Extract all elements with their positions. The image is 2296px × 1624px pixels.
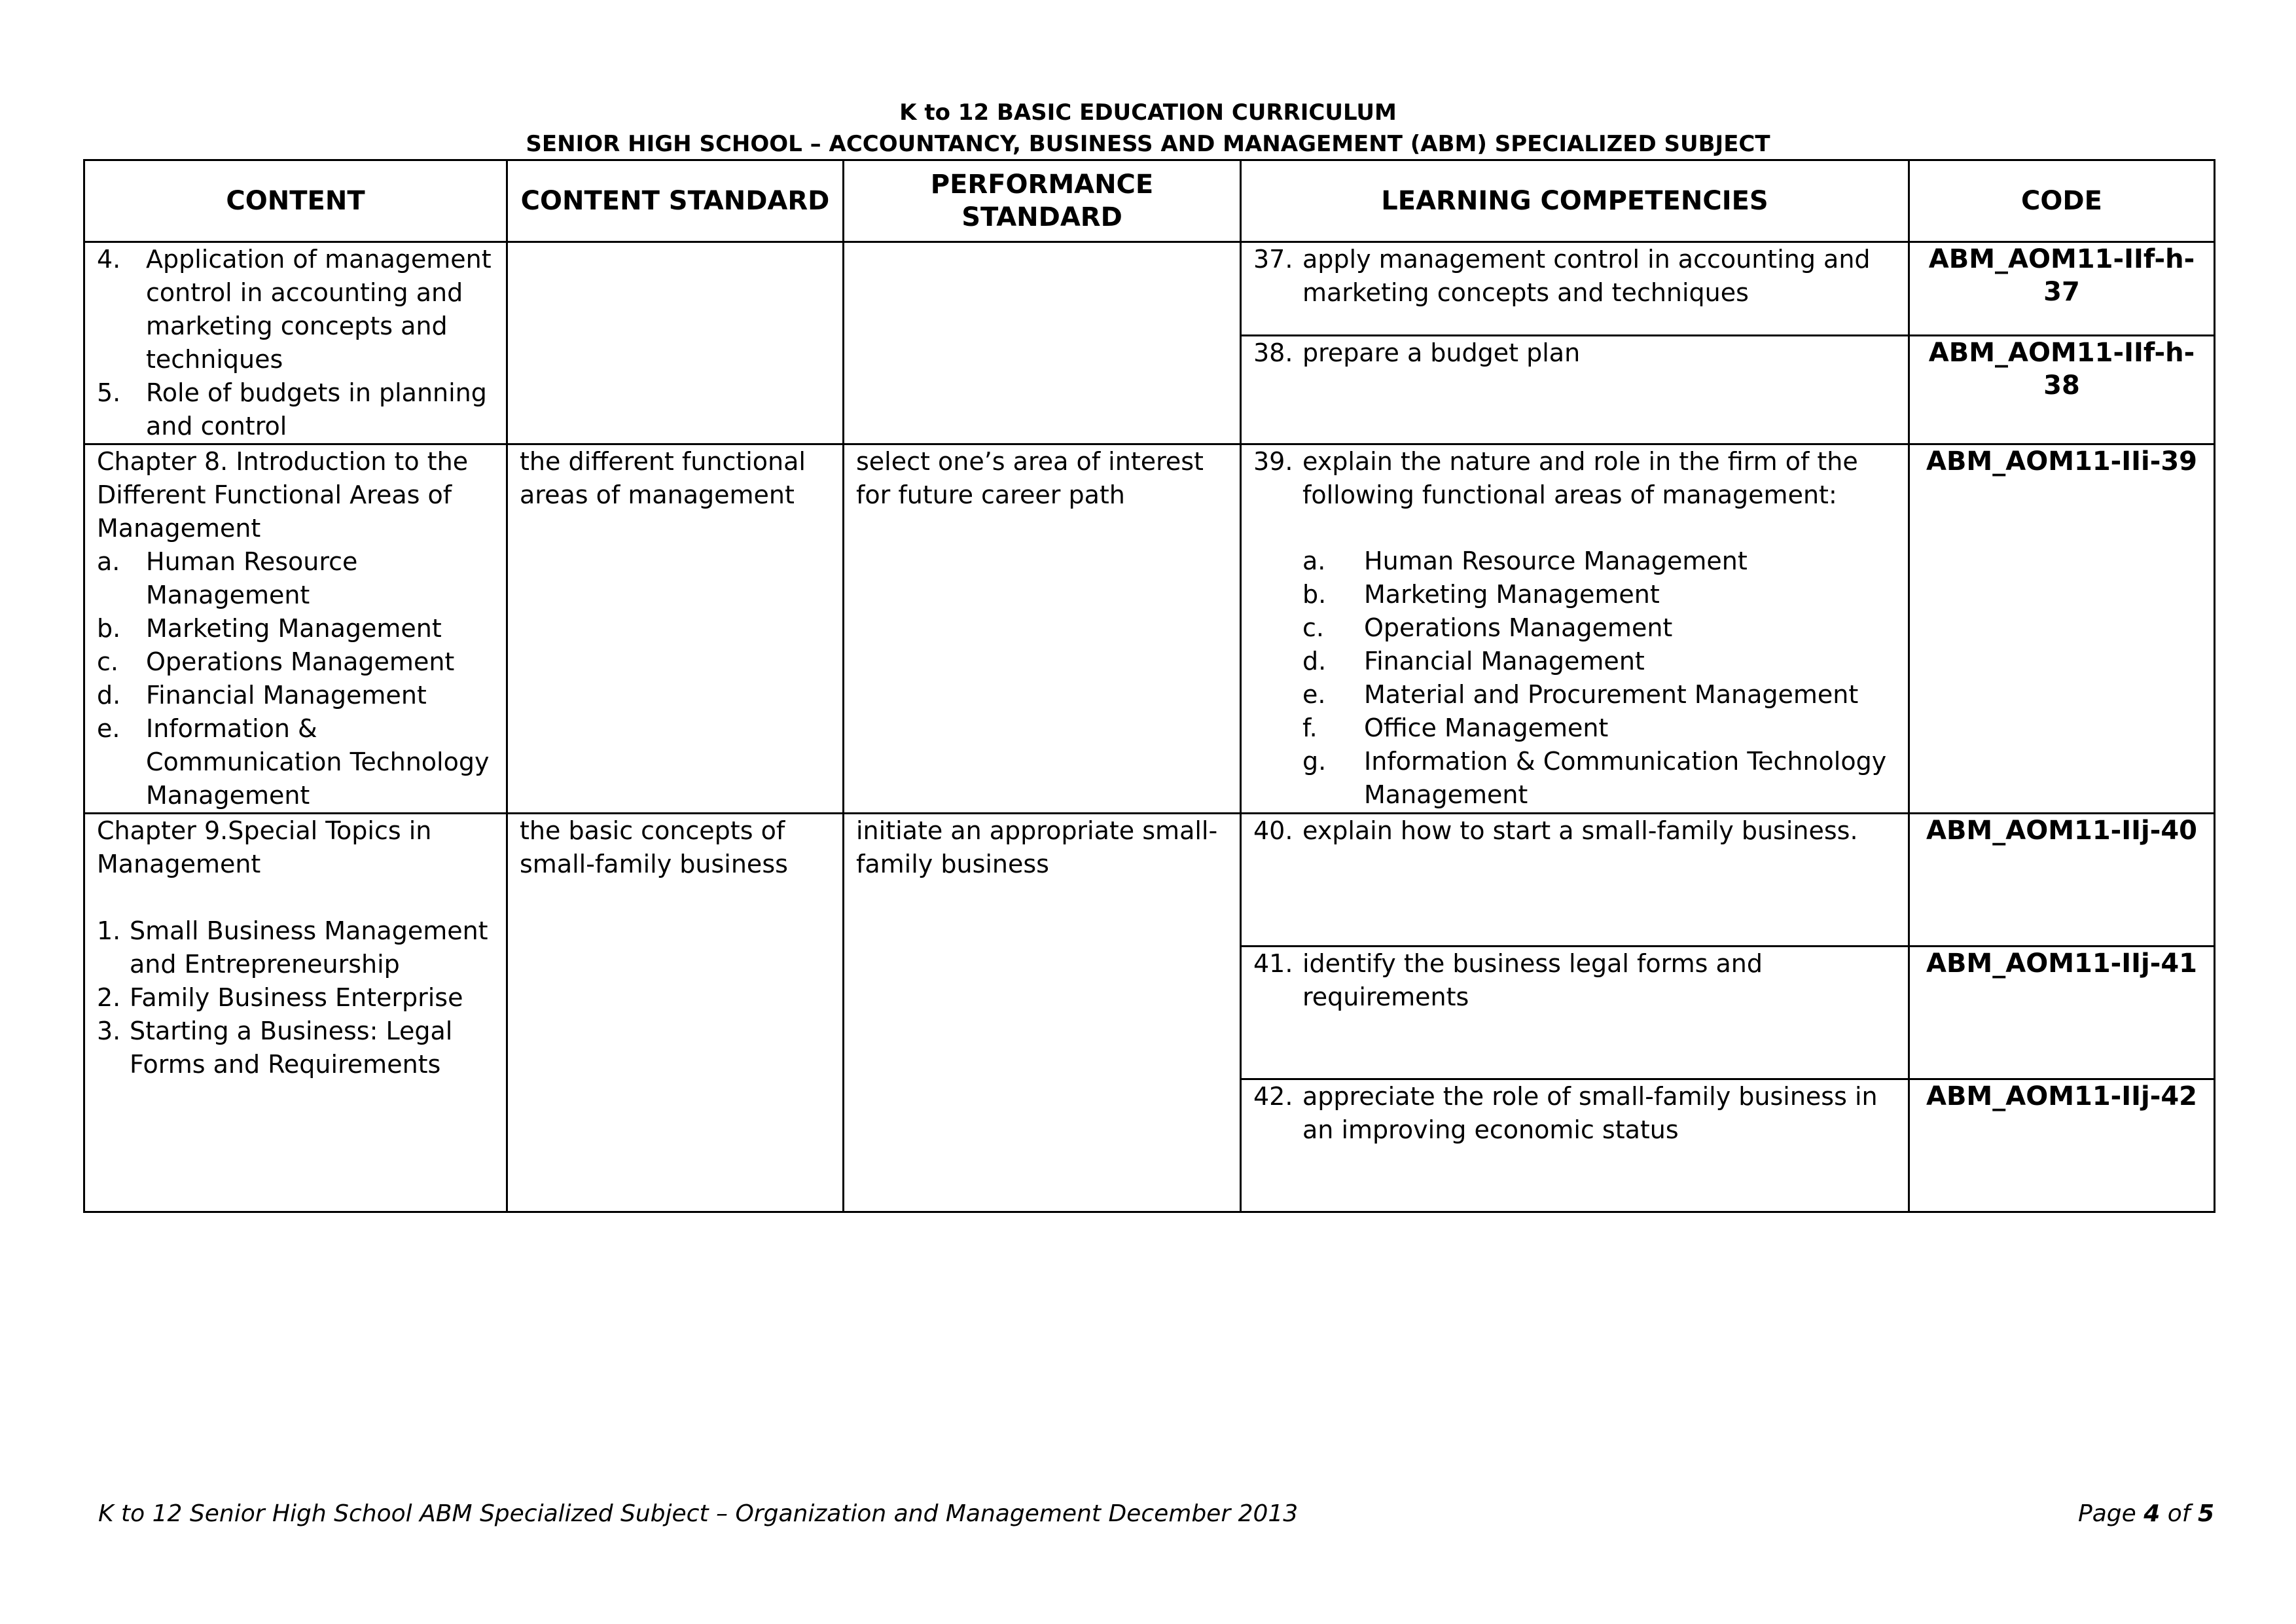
list-item: 1. Small Business Management and Entrepreneurship — [97, 916, 488, 979]
list-item: 2. Family Business Enterprise — [97, 983, 463, 1012]
content-list — [97, 914, 494, 1081]
list-item: b. Marketing Management — [1302, 580, 1660, 609]
list-item: a. Human Resource Management — [97, 547, 358, 609]
table-header-row — [84, 160, 2215, 242]
list-item: d. Financial Management — [97, 681, 427, 710]
table-row — [84, 242, 2215, 336]
list-item: c. Operations Management — [97, 647, 455, 676]
curriculum-table — [83, 159, 2215, 1213]
content-list — [97, 545, 494, 812]
page-number: Page 4 of 5 — [2078, 1500, 2214, 1527]
performance-standard-cell: initiate an appropriate small-family business — [844, 814, 1241, 1212]
list-item: 3. Starting a Business: Legal Forms and Requirements — [97, 1017, 453, 1079]
code-cell: ABM_AOM11-IIj-40 — [1909, 814, 2215, 947]
list-item: f. Office Management — [1302, 713, 1609, 742]
content-cell — [84, 814, 507, 1212]
col-header-performance-standard: PERFORMANCE STANDARD — [844, 160, 1241, 242]
list-item: 5. Role of budgets in planning and control — [97, 378, 487, 441]
competency-cell: 41. identify the business legal forms and requirements — [1241, 947, 1909, 1079]
list-item: e. Information & Communication Technology Management — [97, 714, 490, 810]
col-header-code: CODE — [1909, 160, 2215, 242]
list-item: 4. Application of management control in accounting and marketing concepts and techniques — [97, 245, 492, 374]
col-header-content: CONTENT — [84, 160, 507, 242]
content-standard-cell: the different functional areas of management — [507, 444, 844, 814]
chapter-title: Chapter 8. Introduction to the Different Functional Areas of Management — [97, 447, 469, 543]
document-header — [0, 97, 2296, 160]
content-cell — [84, 242, 507, 444]
competency-cell: 39. explain the nature and role in the firm of the following functional areas of management: a. Human Resource Management b. Marketing Management c. Operations Management d. Financial Management e. Material and Procurement Management f. Office Management g. Information & Communication Technology Management — [1241, 444, 1909, 814]
content-list — [97, 243, 494, 443]
content-cell — [84, 444, 507, 814]
header-line-2: SENIOR HIGH SCHOOL – ACCOUNTANCY, BUSINESS AND MANAGEMENT (ABM) SPECIALIZED SUBJECT — [526, 131, 1770, 157]
functional-areas-list — [1302, 545, 1896, 812]
list-item: d. Financial Management — [1302, 647, 1645, 676]
code-cell: ABM_AOM11-IIi-39 — [1909, 444, 2215, 814]
list-item: b. Marketing Management — [97, 614, 442, 643]
code-cell: ABM_AOM11-IIf-h-37 — [1909, 242, 2215, 336]
list-item: e. Material and Procurement Management — [1302, 680, 1859, 709]
footer-title: K to 12 Senior High School ABM Specialized Subject – Organization and Management December 2013 — [98, 1500, 1299, 1527]
content-standard-cell — [507, 242, 844, 444]
list-item: a. Human Resource Management — [1302, 547, 1748, 575]
code-cell: ABM_AOM11-IIj-41 — [1909, 947, 2215, 1079]
col-header-content-standard: CONTENT STANDARD — [507, 160, 844, 242]
competency-cell: 37. apply management control in accounting and marketing concepts and techniques — [1241, 242, 1909, 336]
col-header-learning-competencies: LEARNING COMPETENCIES — [1241, 160, 1909, 242]
performance-standard-cell — [844, 242, 1241, 444]
content-standard-cell: the basic concepts of small-family business — [507, 814, 844, 1212]
list-item: c. Operations Management — [1302, 613, 1673, 642]
competency-cell: 38. prepare a budget plan — [1241, 336, 1909, 444]
performance-standard-cell: select one’s area of interest for future career path — [844, 444, 1241, 814]
table-row — [84, 814, 2215, 947]
competency-cell: 42. appreciate the role of small-family business in an improving economic status — [1241, 1079, 1909, 1212]
competency-cell: 40. explain how to start a small-family business. — [1241, 814, 1909, 947]
list-item: g. Information & Communication Technology Management — [1302, 747, 1887, 809]
header-line-1: K to 12 BASIC EDUCATION CURRICULUM — [899, 99, 1397, 126]
chapter-title: Chapter 9.Special Topics in Management — [97, 816, 432, 878]
code-cell: ABM_AOM11-IIj-42 — [1909, 1079, 2215, 1212]
table-row — [84, 444, 2215, 814]
code-cell: ABM_AOM11-IIf-h-38 — [1909, 336, 2215, 444]
